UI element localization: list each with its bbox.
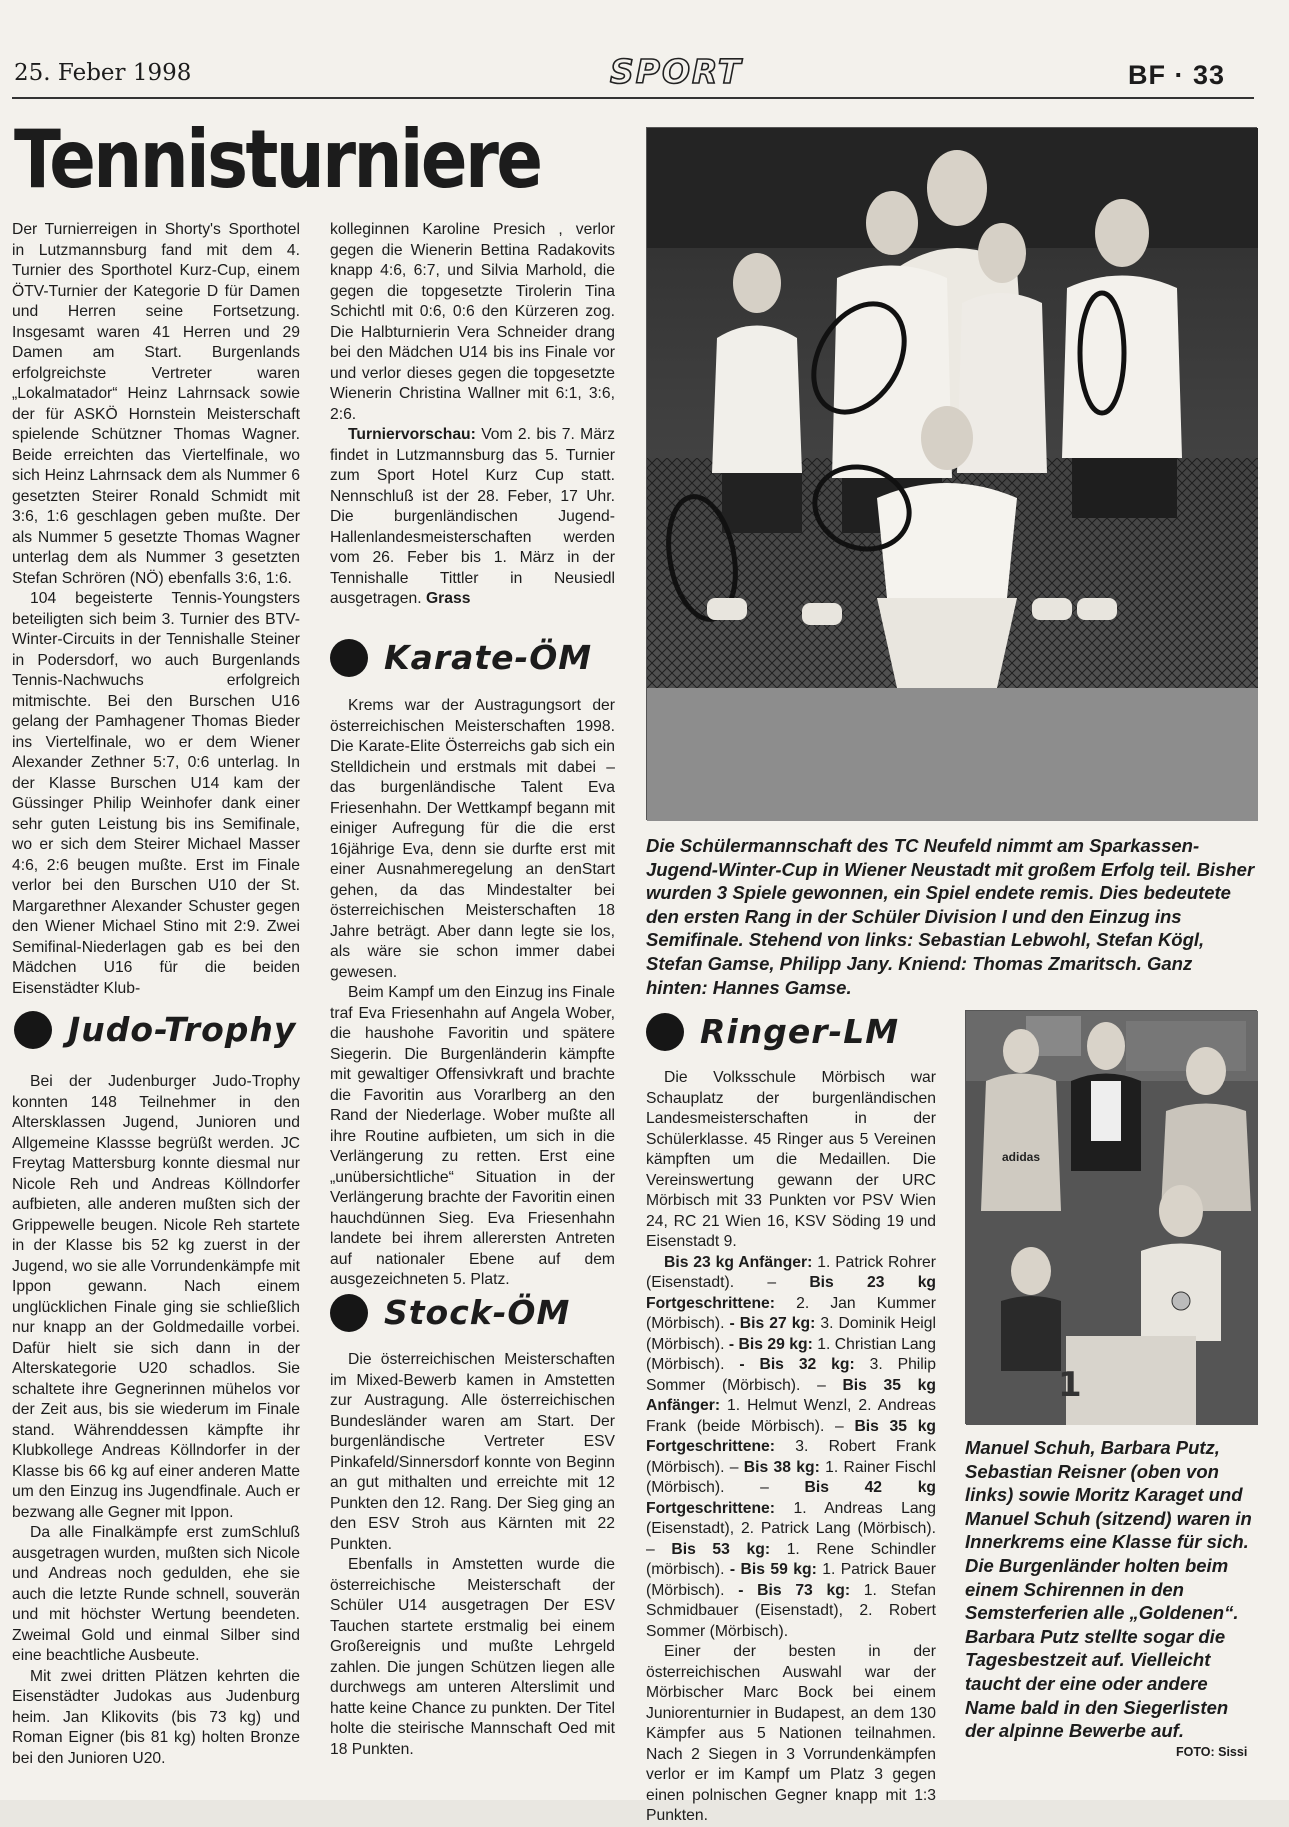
stock-article [330,1350,615,1760]
weight-class-label: Bis 53 kg: [671,1540,771,1558]
weight-class-result: 1. Andreas Lang (Eisenstadt), 2. Patrick Lang (Mörbisch). – [646,1499,936,1558]
weight-class-result: 1. Stefan Schmidbauer (Eisenstadt), 2. Robert Sommer (Mörbisch). [646,1581,936,1640]
weight-class-result: 1. Christian Lang (Mörbisch). [646,1335,936,1373]
ringer-intro: Die Volksschule Mörbisch war Schauplatz der burgenländischen Landesmeisterschaften in der Schülerklasse. 45 Ringer aus 5 Vereinen kämpften um die Medaillen. Die Vereinswertung gewann der URC Mörbisch mit 33 Punkten vor PSV Wien 24, RC 21 Wien 16, KSV Söding 19 und Eisenstadt 9. [646,1069,936,1250]
header-rule [12,97,1254,99]
weight-class-result: 1. Rene Schindler (mörbisch). [646,1540,936,1578]
tennis-paragraph: Der Turnierreigen in Shorty's Sporthotel in Lutzmannsburg fand mit dem 4. Turnier des Sporthotel Kurz-Cup, einem ÖTV-Turnier der Kategorie D für Damen und Herren seine Fortsetzung. Insgesamt waren 41 Herren und 29 Damen am Start. Burgenlands erfolgreichste Vertreter waren „Lokalmatador“ Heinz Lahrnsack sowie der für ASKÖ Hornstein Meisterschaft spielende Schützner Thomas Wagner. Beide erreichten das Viertelfinale, wo sich Heinz Lahrnsack dem als Nummer 6 gesetzten Steirer Ronald Schmidt mit 3:6, 1:6 geschlagen geben mußte. Der als Nummer 5 gesetzte Thomas Wagner unterlag dem als Nummer 3 gesetzten Stefan Schrören (NÖ) ebenfalls 3:6, 1:6. [12,221,300,587]
weight-class-label: Bis 23 kg Anfänger: [664,1253,813,1271]
tennis-team-photo [646,127,1257,820]
judo-heading [14,1010,296,1049]
weight-class-label: Bis 23 kg Fortgeschrittene: [646,1274,937,1312]
weight-class-result: 1. Patrick Bauer (Mörbisch). [646,1561,936,1599]
ringer-closing: Einer der besten in der österreichischen Auswahl war der Mörbischer Marc Bock bei einem Juniorenturnier in Budapest, an dem 130 Kämpfer aus 5 Nationen teilnahmen. Nach 2 Siegen in 3 Vorrundenkämpfen verlor er im Kampf um Platz 3 gegen einen polnischen Gegner knapp mit 1:3 Punkten. [646,1643,936,1824]
weight-class-label: Bis 38 kg: [743,1458,820,1476]
karate-title: Karate-ÖM [384,638,593,677]
tennis-paragraph: kolleginnen Karoline Presich , verlor gegen die Wienerin Bettina Radakovits knapp 4:6, 6:7, und Silvia Marhold, die gegen die topgesetzte Tirolerin Tina Schichtl mit 0:6, 0:6 den Kürzeren zog. Die Halbturnierin Vera Schneider drang bei den Mädchen U14 bis ins Finale vor und verlor dieses gegen die topgesetzte Wienerin Christina Wallner mit 6:1, 3:6, 2:6. [330,221,615,423]
tennis-photo-caption: Die Schülermannschaft des TC Neufeld nimmt am Sparkassen-Jugend-Winter-Cup in Wiener Neustadt mit großem Erfolg teil. Bisher wurden 3 Spiele gewonnen, ein Spiel endete remis. Dies bedeutete den ersten Rang in der Schüler Division I und den Einzug ins Semifinale. Stehend von links: Sebastian Lebwohl, Stefan Kögl, Stefan Gamse, Philipp Jany. Kniend: Thomas Zmaritsch. Ganz hinten: Hannes Gamse. [646,835,1255,998]
section-title: SPORT [610,52,743,91]
weight-class-label: - Bis 32 kg: [739,1356,855,1373]
weight-class-label: - Bis 29 kg: [728,1335,813,1353]
judo-paragraph: Bei der Judenburger Judo-Trophy konnten 148 Teilnehmer in den Altersklassen Jugend, Junioren und Allgemeine Klassse begrüßt werden. JC Freytag Mattersburg konnte diesmal nur Nicole Reh und Andreas Köllndorfer aufbieten, alle anderen mußten sich der Grippewelle beugen. Nicole Reh startete in der Klasse bis 52 kg zuerst in der Jugend, wo sie alle Vorrundenkämpfe mit Ippon gewann. Nach einem unglücklichen Finale ging sie schließlich nur knapp an der Goldmedaille vorbei. Dafür hielt sie sich dann in der Alterskategorie U20 schadlos. Sie schaltete ihre Gegnerinnen mühelos vor der Zeit aus, bis sie wiederum im Finale stand. Währenddessen kämpfte ihr Klubkollege Andreas Köllndorfer in der Klasse bis 66 kg auf einer anderen Matte um den Einzug ins Jugendfinale. Auch er bezwang alle Gegner mit Ippon. [12,1073,300,1521]
ringer-results [646,1253,936,1643]
judo-article [12,1072,300,1769]
weight-class-result: 3. Robert Frank (Mörbisch). – [646,1438,936,1476]
weight-class-label: - Bis 59 kg: [729,1561,817,1578]
stock-paragraph: Ebenfalls in Amstetten wurde die österreichische Meisterschaft der Schüler U14 ausgetragen Der ESV Tauchen startete erstmalig bei einem Großereignis und mußte Lehrgeld zahlen. Die jungen Schützen liegen alle durchwegs am unteren Alterslimit und hatte keine Chance zu punkten. Der Titel holte die steirische Mannschaft Oed mit 18 Punkten. [330,1556,615,1758]
judo-paragraph: Mit zwei dritten Plätzen kehrten die Eisenstädter Judokas aus Judenburg heim. Jan Klikovits (bis 73 kg) und Roman Eigner (bis 81 kg) holten Bronze bei den Junioren U20. [12,1667,300,1767]
ski-kids-photo [965,1010,1257,1424]
karate-article [330,696,615,1291]
preview-label: Turniervorschau: [348,426,476,443]
karate-paragraph: Beim Kampf um den Einzug ins Finale traf Eva Friesenhahn auf Angela Wober, die haushohe Favoritin und spätere Siegerin. Die Burgenländerin kämpfte mit gewaltiger Offensivkraft und brachte die Favoritin aus Vorarlberg an den Rand der Niederlage. Wober mußte all ihre Routine aufbieten, um sich in die Verlängerung zu retten. Erst eine „unübersichtliche“ Situation in der Verlängerung brachte der Favoritin einen hauchdünnen Sieg. Eva Friesenhahn landete bei ihrem allerersten Antreten auf nationaler Ebene auf dem ausgezeichneten 5. Platz. [330,984,615,1288]
photo-credit: FOTO: Sissi [1176,1745,1248,1759]
weight-class-label: - Bis 73 kg: [738,1581,851,1599]
weight-class-result: 1. Helmut Wenzl, 2. Andreas Frank (beide Mörbisch). – [646,1397,936,1435]
ringer-heading [646,1012,899,1051]
weight-class-label: Bis 35 kg Anfänger: [646,1376,936,1414]
issue-date: 25. Feber 1998 [14,60,192,86]
tennis-team-illustration [647,128,1258,821]
bullet-dot-icon [330,639,368,677]
stock-title: Stock-ÖM [384,1293,571,1332]
stock-paragraph: Die österreichischen Meisterschaften im Mixed-Bewerb kamen in Amstetten zur Austragung. Alle österreichischen Bundesländer waren am Start. Der burgenländische Vertreter ESV Pinkafeld/Sinnersdorf konnte von Beginn an gut mithalten und erreichte mit 12 Punkten den 12. Rang. Der Sieg ging an den ESV Stroh aus Kärnten mit 22 Punkten. [330,1351,615,1553]
shirt-text: adidas [1001,1150,1041,1164]
headline: Tennisturniere [14,113,541,206]
tennis-article-col2 [330,220,615,610]
podium-number: 1 [1058,1365,1082,1405]
tennis-preview [330,425,615,610]
ringer-article [646,1068,936,1827]
tennis-article-col1 [12,220,300,999]
tennis-paragraph: 104 begeisterte Tennis-Youngsters beteiligten sich beim 3. Turnier des BTV-Winter-Circuits in der Tennishalle Steiner in Podersdorf, wo auch Burgenlands Tennis-Nachwuchs erfolgreich mitmischte. Bei den Burschen U16 gelang der Pamhagener Thomas Bieder ins Viertelfinale, wo er dem Wiener Alexander Zethner 5:7, 0:6 unterlag. In der Klasse Burschen U14 kam der Güssinger Philip Weinhofer dank einer sehr guten Leistung bis ins Semifinale, wo er sich dem Steirer Michael Masser 4:6, 2:6 beugen mußte. Erst im Finale verlor bei den Burschen U10 der St. Margarethner Alexander Schuster gegen den Wiener Michael Stino mit 2:9. Zwei Semifinal-Niederlagen gab es bei den Mädchen U16 für die beiden Eisenstädter Klub- [12,590,300,997]
bullet-dot-icon [646,1013,684,1051]
weight-class-result: 3. Philip Sommer (Mörbisch). – [646,1356,936,1394]
weight-class-result: 1. Patrick Rohrer (Eisenstadt). – [646,1253,936,1291]
weight-class-label: - Bis 27 kg: [729,1315,816,1332]
weight-class-result: 3. Dominik Heigl (Mörbisch). [646,1315,936,1353]
judo-title: Judo-Trophy [68,1010,297,1049]
ski-photo-caption [965,1436,1257,1743]
weight-class-result: 1. Rainer Fischl (Mörbisch). – [646,1458,936,1496]
bullet-dot-icon [14,1011,52,1049]
ringer-title: Ringer-LM [700,1012,900,1051]
weight-class-result: 2. Jan Kummer (Mörbisch). [646,1294,936,1332]
page-number: BF · 33 [1128,60,1226,90]
weight-class-label: Bis 35 kg Fortgeschrittene: [646,1417,936,1455]
karate-paragraph: Krems war der Austragungsort der österreichischen Meisterschaften 1998. Die Karate-Elite Österreichs gab sich ein Stelldichein und erstmals mit dabei – das burgenländische Talent Eva Friesenhahn. Der Wettkampf begann mit einiger Aufregung für die die erst 16jährige Eva, denn sie durfte erst mit einer Ausnahmeregelung an denStart gehen, da das Mindestalter bei österreichischen Meisterschaften 18 Jahre beträgt. Aber dann legte sie los, als wäre sie schon immer dabei gewesen. [330,697,615,981]
ski-caption-text: Manuel Schuh, Barbara Putz, Sebastian Reisner (oben von links) sowie Moritz Karaget und Manuel Schuh (sitzend) waren in Innerkrems eine Klasse für sich. Die Burgenländer holten beim einem Schirennen in den Semsterferien alle „Goldenen“. Barbara Putz stellte sogar die Tagesbestzeit auf. Vielleicht taucht der eine oder andere Name bald in den Siegerlisten der alpinne Bewerbe auf. [965,1437,1252,1742]
weight-class-label: Bis 42 kg Fortgeschrittene: [646,1479,936,1517]
karate-heading [330,638,592,677]
preview-text: Vom 2. bis 7. März findet in Lutzmannsburg das 5. Turnier zum Sport Hotel Kurz Cup statt. Nennschluß ist der 28. Feber, 17 Uhr. Die burgenländischen Jugend-Hallenlandesmeisterschaften werden vom 26. Feber bis 1. März in der Tennishalle Tittler in Neusiedl ausgetragen. [330,426,615,607]
judo-paragraph: Da alle Finalkämpfe erst zumSchluß ausgetragen wurden, mußten sich Nicole und Andreas noch gedulden, ehe sie auch die letzte Runde schnell, souverän und mit höchster Wertung beendeten. Zweimal Gold und einmal Silber sind eine beachtliche Ausbeute. [12,1524,300,1664]
stock-heading [330,1293,570,1332]
ski-kids-illustration [966,1011,1258,1425]
author-tag: Grass [425,590,471,607]
bullet-dot-icon [330,1294,368,1332]
